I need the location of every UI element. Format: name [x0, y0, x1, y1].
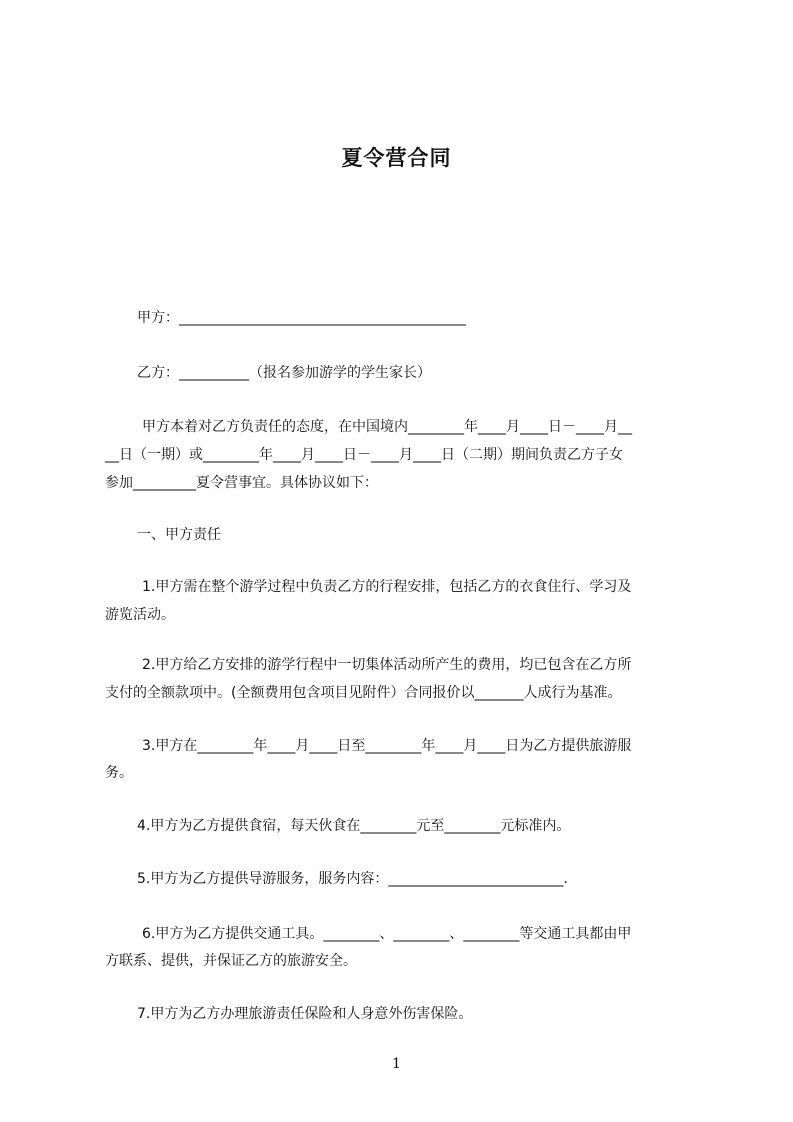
clause-6-text-1: 6.甲方为乙方提供交通工具。________、________、________等交通工具都由甲 — [142, 926, 632, 942]
clause-6-text-2: 方联系、提供，并保证乙方的旅游安全。 — [105, 953, 357, 969]
intro-text-2: __日（一期）或________年____月____日－____月____日（二期）期间负责乙方子女 — [105, 447, 623, 463]
intro-text-1: 甲方本着对乙方负责任的态度，在中国境内________年____月____日－____月__ — [142, 419, 632, 435]
clause-3-line-2 — [0, 745, 793, 802]
party-b-line — [0, 345, 793, 402]
clause-3-text-2: 务。 — [105, 765, 133, 781]
intro-text-3: 参加_________夏令营事宜。具体协议如下： — [105, 475, 378, 491]
page-number: 1 — [392, 1056, 401, 1072]
clause-7-text: 7.甲方为乙方办理旅游责任保险和人身意外伤害保险。 — [137, 1006, 473, 1022]
section-heading — [0, 507, 793, 564]
clause-3-text-1: 3.甲方在________年____月____日至________年____月____日为乙方提供旅游服 — [142, 738, 632, 754]
clause-1-text-2: 游览活动。 — [105, 607, 175, 623]
clause-1-line-2 — [0, 587, 793, 644]
party-b-text: 乙方：__________（报名参加游学的学生家长） — [137, 365, 431, 381]
clause-2-text-1: 2.甲方给乙方安排的游学行程中一切集体活动所产生的费用，均已包含在乙方所 — [142, 657, 632, 673]
clause-4-line — [0, 798, 793, 855]
document-title: 夏令营合同 — [341, 146, 452, 170]
party-a-line — [0, 290, 793, 347]
clause-2-line-2 — [0, 665, 793, 722]
clause-5-line — [0, 851, 793, 908]
clause-4-text: 4.甲方为乙方提供食宿，每天伙食在________元至________元标准内。 — [137, 818, 571, 834]
section-heading-text: 一、甲方责任 — [137, 527, 221, 543]
intro-line-3 — [0, 455, 793, 512]
clause-1-text-1: 1.甲方需在整个游学过程中负责乙方的行程安排，包括乙方的衣食住行、学习及 — [142, 579, 632, 595]
clause-7-line — [0, 986, 793, 1043]
clause-6-line-2 — [0, 933, 793, 990]
clause-2-text-2: 支付的全额款项中。(全额费用包含项目见附件）合同报价以_______人成行为基准。 — [105, 685, 622, 701]
clause-5-text: 5.甲方为乙方提供导游服务，服务内容：_________________________. — [137, 871, 568, 887]
party-a-text: 甲方：_________________________________________ — [137, 310, 466, 326]
